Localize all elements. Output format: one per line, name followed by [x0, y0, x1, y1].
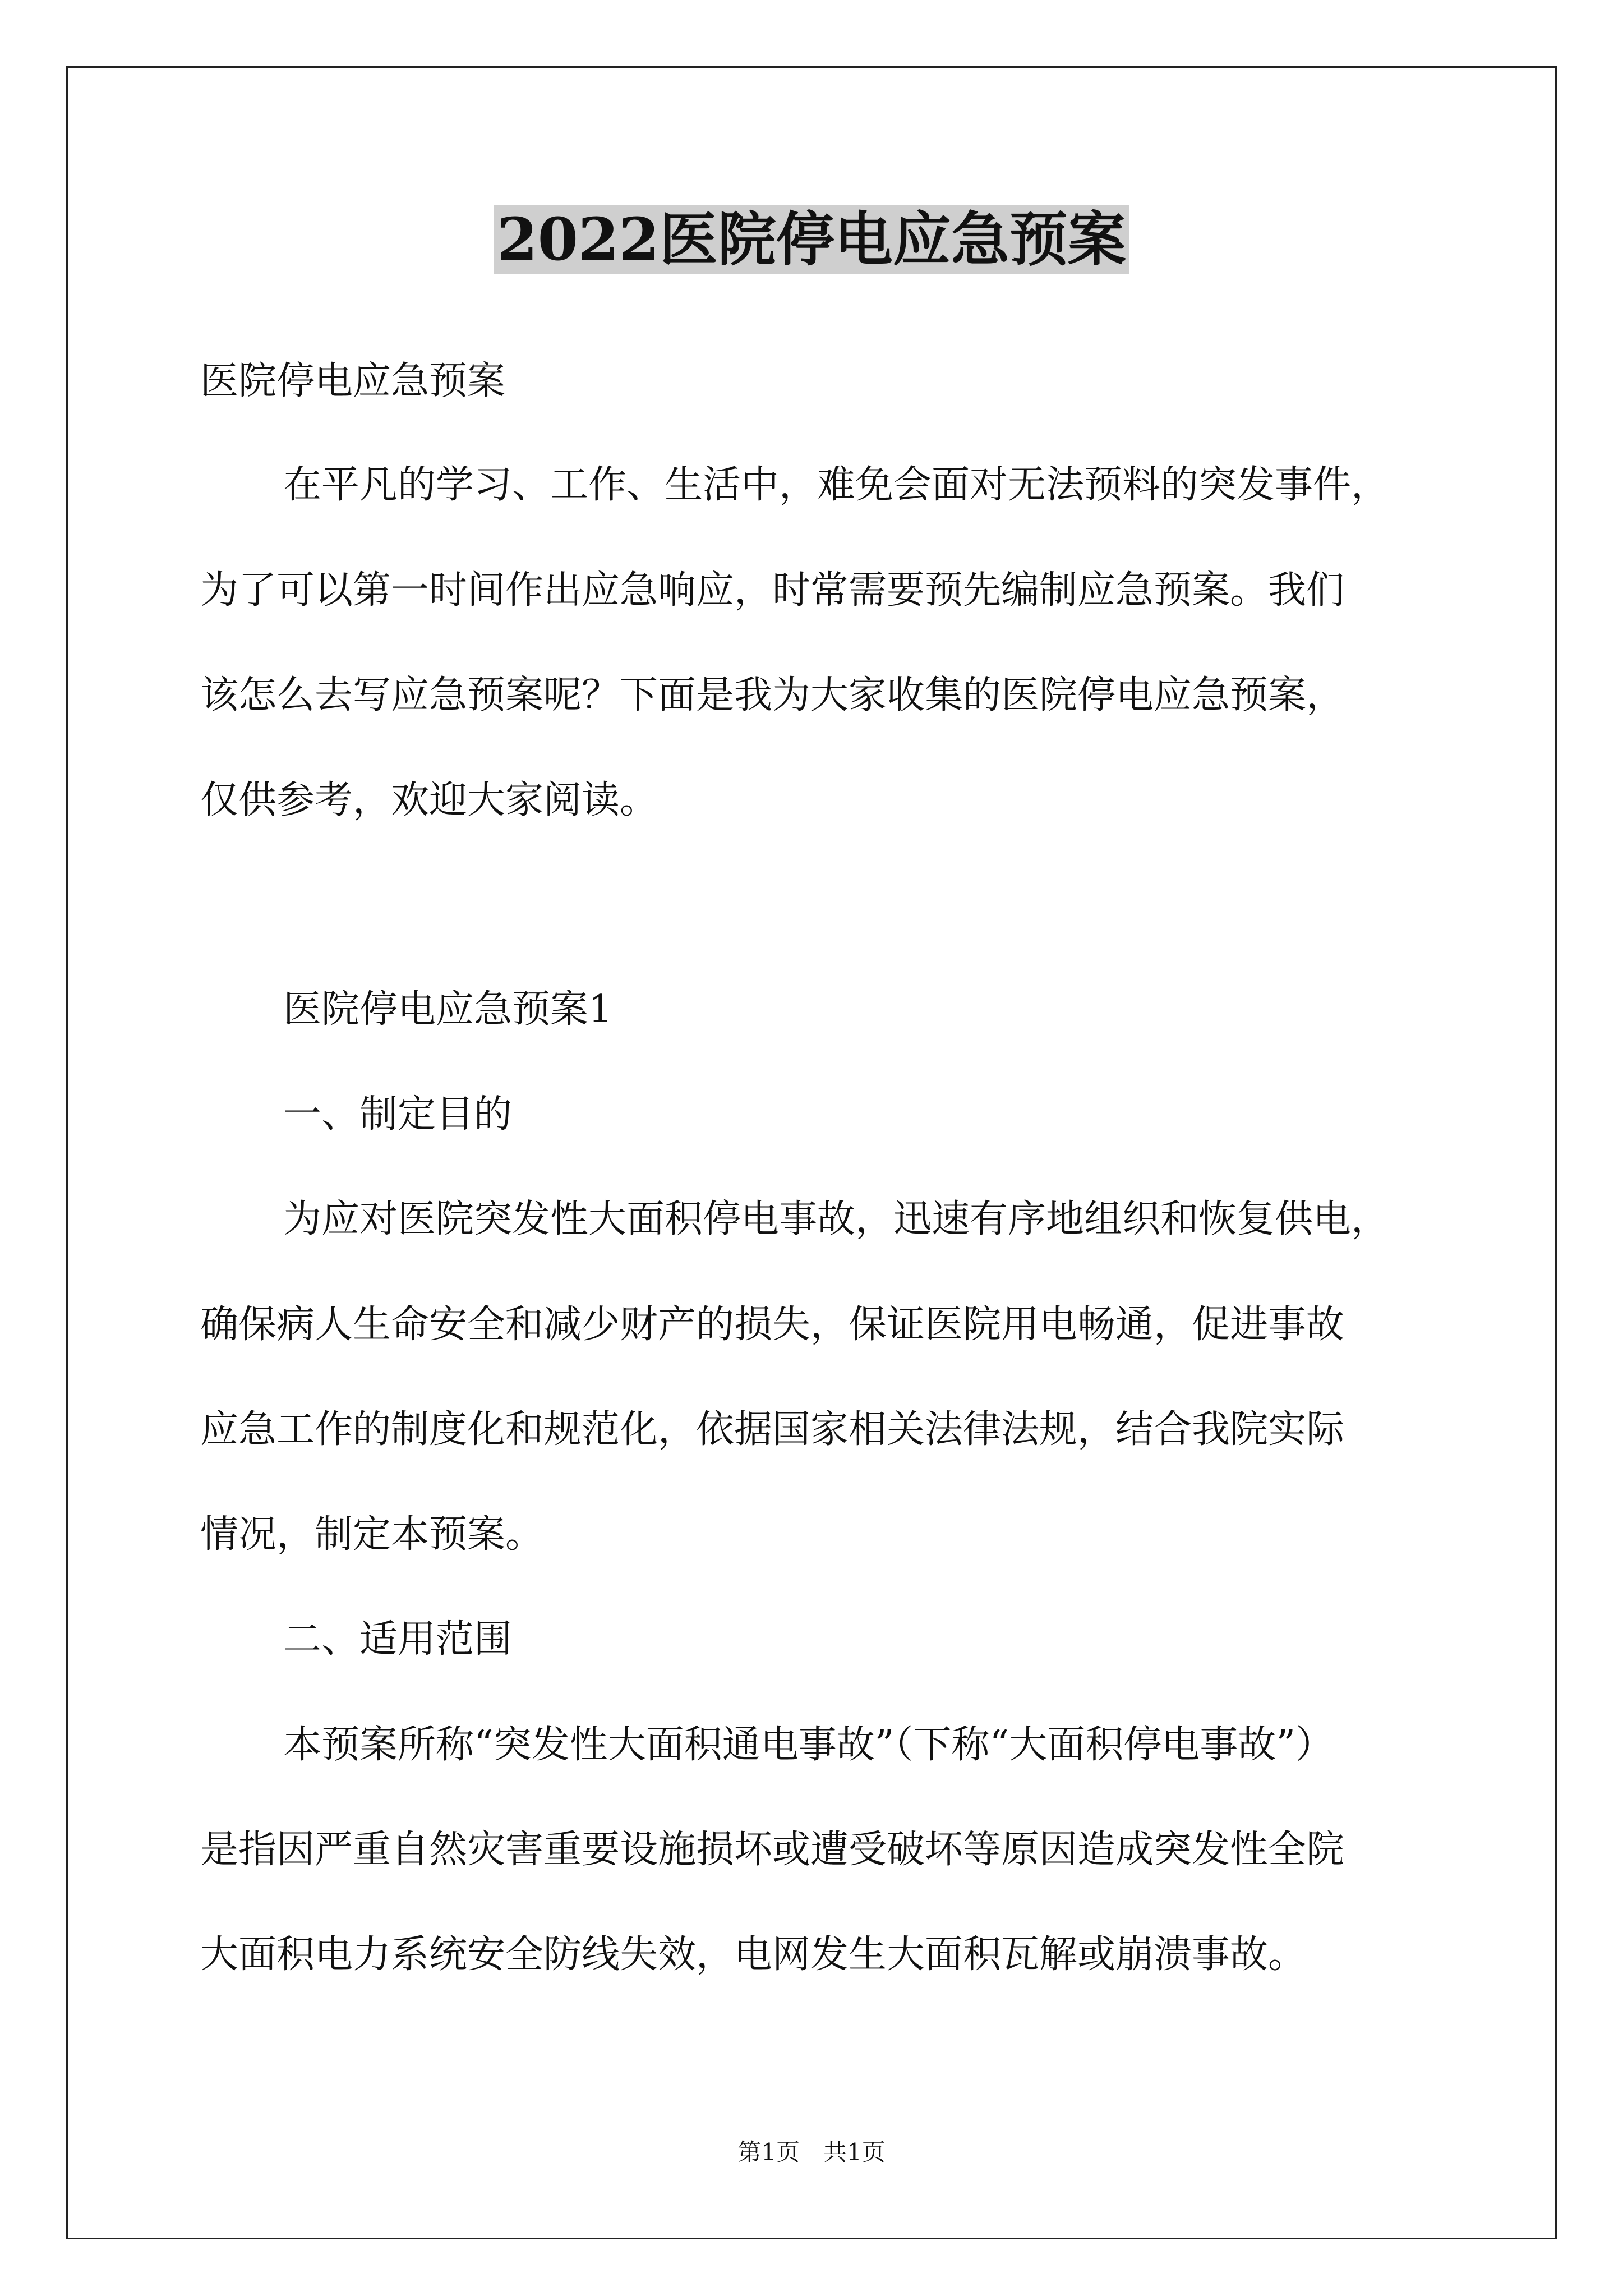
section-title: 医院停电应急预案1 — [283, 987, 613, 1032]
intro-line: 该怎么去写应急预案呢？下面是我为大家收集的医院停电应急预案， — [200, 673, 1345, 717]
document-title-text: 2022医院停电应急预案 — [494, 205, 1129, 274]
heading-scope: 二、适用范围 — [283, 1617, 513, 1662]
purpose-line: 应急工作的制度化和规范化，依据国家相关法律法规，结合我院实际 — [200, 1407, 1345, 1452]
scope-line: 本预案所称“突发性大面积通电事故”（下称“大面积停电事故”） — [283, 1723, 1334, 1767]
intro-line: 仅供参考，欢迎大家阅读。 — [200, 778, 658, 822]
purpose-line: 为应对医院突发性大面积停电事故，迅速有序地组织和恢复供电， — [283, 1197, 1390, 1241]
intro-line: 在平凡的学习、工作、生活中，难免会面对无法预料的突发事件， — [283, 463, 1390, 507]
scope-line: 是指因严重自然灾害重要设施损坏或遭受破坏等原因造成突发性全院 — [200, 1828, 1345, 1872]
purpose-line: 情况，制定本预案。 — [200, 1512, 544, 1557]
page-number-footer: 第1页 共1页 — [737, 2138, 886, 2166]
purpose-line: 确保病人生命安全和减少财产的损失，保证医院用电畅通，促进事故 — [200, 1303, 1345, 1347]
document-title — [0, 203, 1623, 276]
intro-line: 为了可以第一时间作出应急响应，时常需要预先编制应急预案。我们 — [200, 568, 1345, 613]
document-subtitle: 医院停电应急预案 — [200, 359, 506, 403]
heading-purpose: 一、制定目的 — [283, 1092, 513, 1137]
scope-line: 大面积电力系统安全防线失效，电网发生大面积瓦解或崩溃事故。 — [200, 1932, 1307, 1977]
